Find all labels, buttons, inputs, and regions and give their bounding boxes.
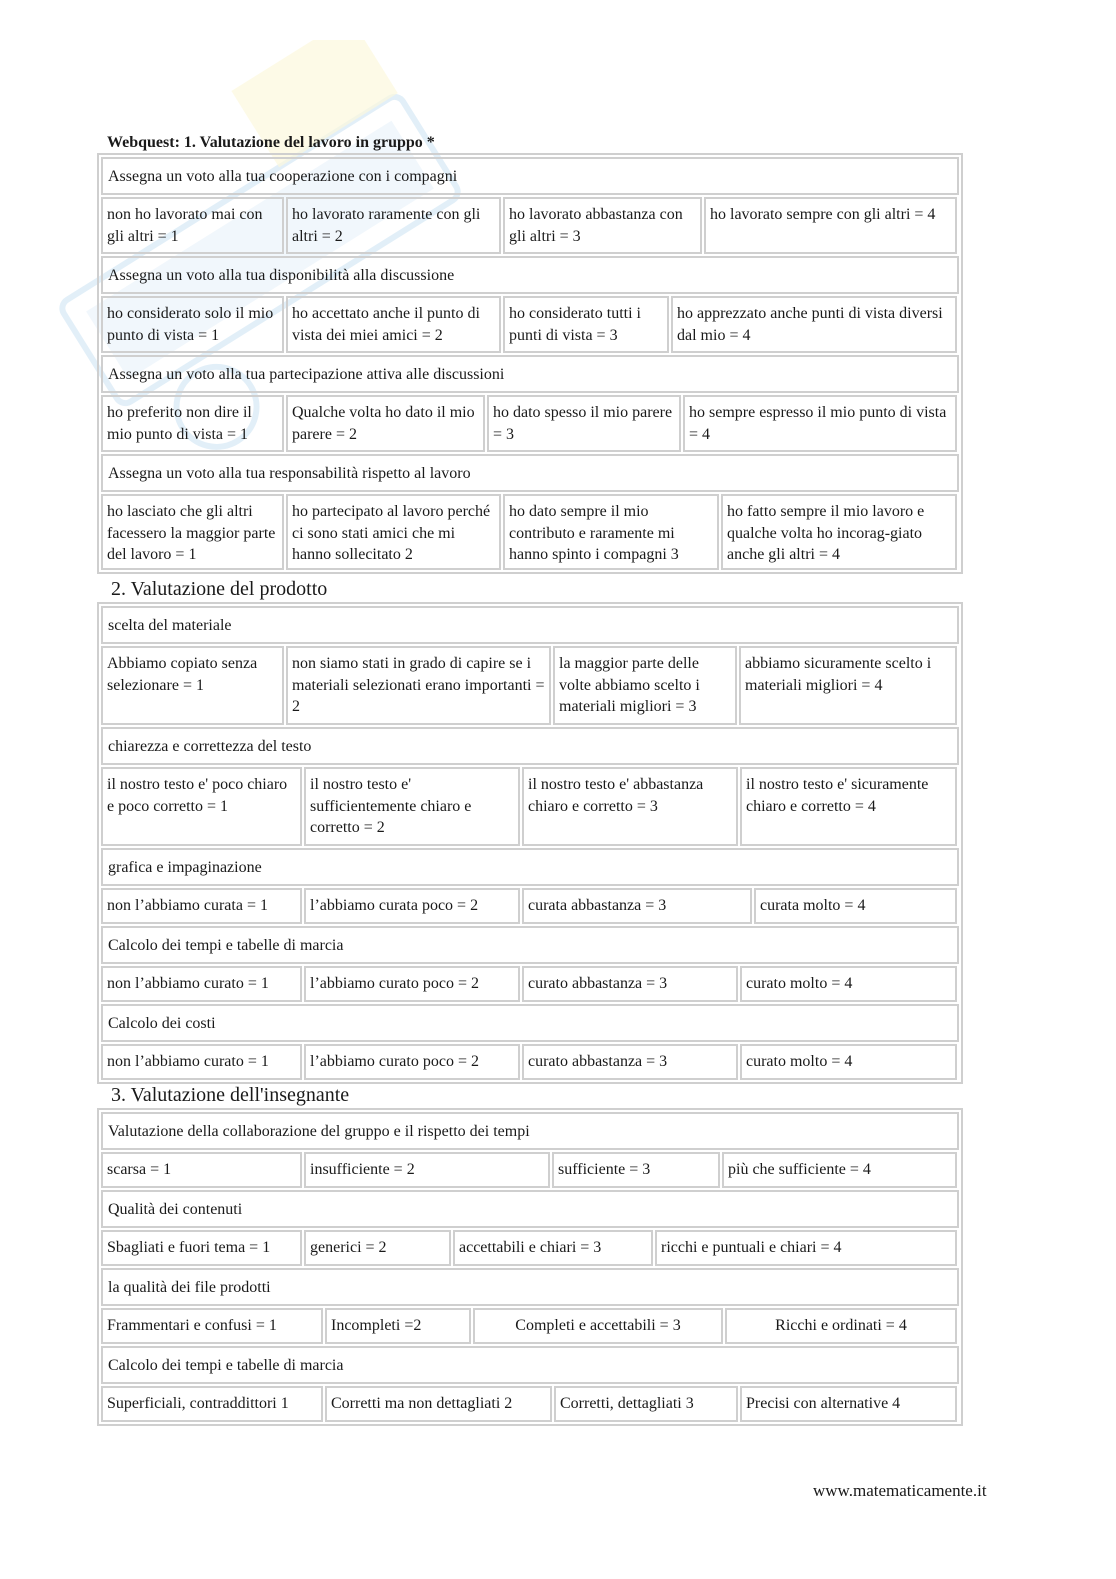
question-cell: chiarezza e correttezza del testo — [101, 727, 959, 765]
option-cell: Precisi con alternative 4 — [740, 1386, 957, 1422]
option-cell: curato abbastanza = 3 — [522, 1044, 738, 1080]
question-cell: Assegna un voto alla tua responsabilità rispetto al lavoro — [101, 454, 959, 492]
question-cell: grafica e impaginazione — [101, 848, 959, 886]
option-cell: non ho lavorato mai con gli altri = 1 — [101, 197, 284, 254]
option-cell: Corretti, dettagliati 3 — [554, 1386, 738, 1422]
option-cell: ho partecipato al lavoro perché ci sono stati amici che mi hanno sollecitato 2 — [286, 494, 501, 570]
question-cell: Assegna un voto alla tua disponibilità alla discussione — [101, 256, 959, 294]
option-cell: ho considerato tutti i punti di vista = 3 — [503, 296, 669, 353]
option-cell: curato abbastanza = 3 — [522, 966, 738, 1002]
section3-heading: 3. Valutazione dell'insegnante — [111, 1084, 350, 1106]
section2-heading: 2. Valutazione del prodotto — [111, 578, 328, 600]
section2-table — [97, 602, 963, 1084]
option-cell: Sbagliati e fuori tema = 1 — [101, 1230, 302, 1266]
option-cell: il nostro testo e' abbastanza chiaro e corretto = 3 — [522, 767, 738, 846]
option-cell: Frammentari e confusi = 1 — [101, 1308, 323, 1344]
option-cell: non l’abbiamo curato = 1 — [101, 966, 302, 1002]
option-cell: Incompleti =2 — [325, 1308, 471, 1344]
option-cell: non siamo stati in grado di capire se i materiali selezionati erano importanti = 2 — [286, 646, 551, 725]
option-cell: ho sempre espresso il mio punto di vista = 4 — [683, 395, 957, 452]
option-cell: più che sufficiente = 4 — [722, 1152, 957, 1188]
question-cell: Assegna un voto alla tua partecipazione attiva alle discussioni — [101, 355, 959, 393]
question-cell: Assegna un voto alla tua cooperazione con i compagni — [101, 157, 959, 195]
option-cell: ho lavorato abbastanza con gli altri = 3 — [503, 197, 702, 254]
option-cell: ricchi e puntuali e chiari = 4 — [655, 1230, 957, 1266]
option-cell: Ricchi e ordinati = 4 — [725, 1308, 957, 1344]
option-cell: ho apprezzato anche punti di vista diversi dal mio = 4 — [671, 296, 957, 353]
question-cell: Valutazione della collaborazione del gruppo e il rispetto dei tempi — [101, 1112, 959, 1150]
option-cell: curata molto = 4 — [754, 888, 957, 924]
option-cell: il nostro testo e' sufficientemente chiaro e corretto = 2 — [304, 767, 520, 846]
option-cell: abbiamo sicuramente scelto i materiali migliori = 4 — [739, 646, 957, 725]
section3-table — [97, 1108, 963, 1426]
option-cell: generici = 2 — [304, 1230, 451, 1266]
option-cell: non l’abbiamo curata = 1 — [101, 888, 302, 924]
option-cell: curata abbastanza = 3 — [522, 888, 752, 924]
section1-table — [97, 153, 963, 574]
option-cell: scarsa = 1 — [101, 1152, 302, 1188]
option-cell: curato molto = 4 — [740, 1044, 957, 1080]
option-cell: Qualche volta ho dato il mio parere = 2 — [286, 395, 485, 452]
option-cell: la maggior parte delle volte abbiamo scelto i materiali migliori = 3 — [553, 646, 737, 725]
option-cell: l’abbiamo curata poco = 2 — [304, 888, 520, 924]
option-cell: Corretti ma non dettagliati 2 — [325, 1386, 552, 1422]
option-cell: curato molto = 4 — [740, 966, 957, 1002]
question-cell: la qualità dei file prodotti — [101, 1268, 959, 1306]
option-cell: insufficiente = 2 — [304, 1152, 550, 1188]
question-cell: scelta del materiale — [101, 606, 959, 644]
option-cell: sufficiente = 3 — [552, 1152, 720, 1188]
option-cell: ho preferito non dire il mio punto di vista = 1 — [101, 395, 284, 452]
option-cell: Completi e accettabili = 3 — [473, 1308, 723, 1344]
option-cell: ho lavorato raramente con gli altri = 2 — [286, 197, 501, 254]
option-cell: ho fatto sempre il mio lavoro e qualche volta ho incorag-giato anche gli altri = 4 — [721, 494, 957, 570]
option-cell: l’abbiamo curato poco = 2 — [304, 966, 520, 1002]
option-cell: ho dato spesso il mio parere = 3 — [487, 395, 681, 452]
page-title: Webquest: 1. Valutazione del lavoro in gruppo * — [107, 134, 435, 151]
question-cell: Calcolo dei costi — [101, 1004, 959, 1042]
question-cell: Calcolo dei tempi e tabelle di marcia — [101, 926, 959, 964]
option-cell: Abbiamo copiato senza selezionare = 1 — [101, 646, 284, 725]
question-cell: Calcolo dei tempi e tabelle di marcia — [101, 1346, 959, 1384]
option-cell: il nostro testo e' sicuramente chiaro e corretto = 4 — [740, 767, 957, 846]
option-cell: non l’abbiamo curato = 1 — [101, 1044, 302, 1080]
option-cell: il nostro testo e' poco chiaro e poco corretto = 1 — [101, 767, 302, 846]
option-cell: ho dato sempre il mio contributo e raramente mi hanno spinto i compagni 3 — [503, 494, 719, 570]
option-cell: ho lavorato sempre con gli altri = 4 — [704, 197, 957, 254]
option-cell: l’abbiamo curato poco = 2 — [304, 1044, 520, 1080]
footer-url: www.matematicamente.it — [813, 1481, 987, 1500]
option-cell: accettabili e chiari = 3 — [453, 1230, 653, 1266]
question-cell: Qualità dei contenuti — [101, 1190, 959, 1228]
option-cell: Superficiali, contraddittori 1 — [101, 1386, 323, 1422]
option-cell: ho accettato anche il punto di vista dei miei amici = 2 — [286, 296, 501, 353]
option-cell: ho considerato solo il mio punto di vista = 1 — [101, 296, 284, 353]
option-cell: ho lasciato che gli altri facessero la maggior parte del lavoro = 1 — [101, 494, 284, 570]
